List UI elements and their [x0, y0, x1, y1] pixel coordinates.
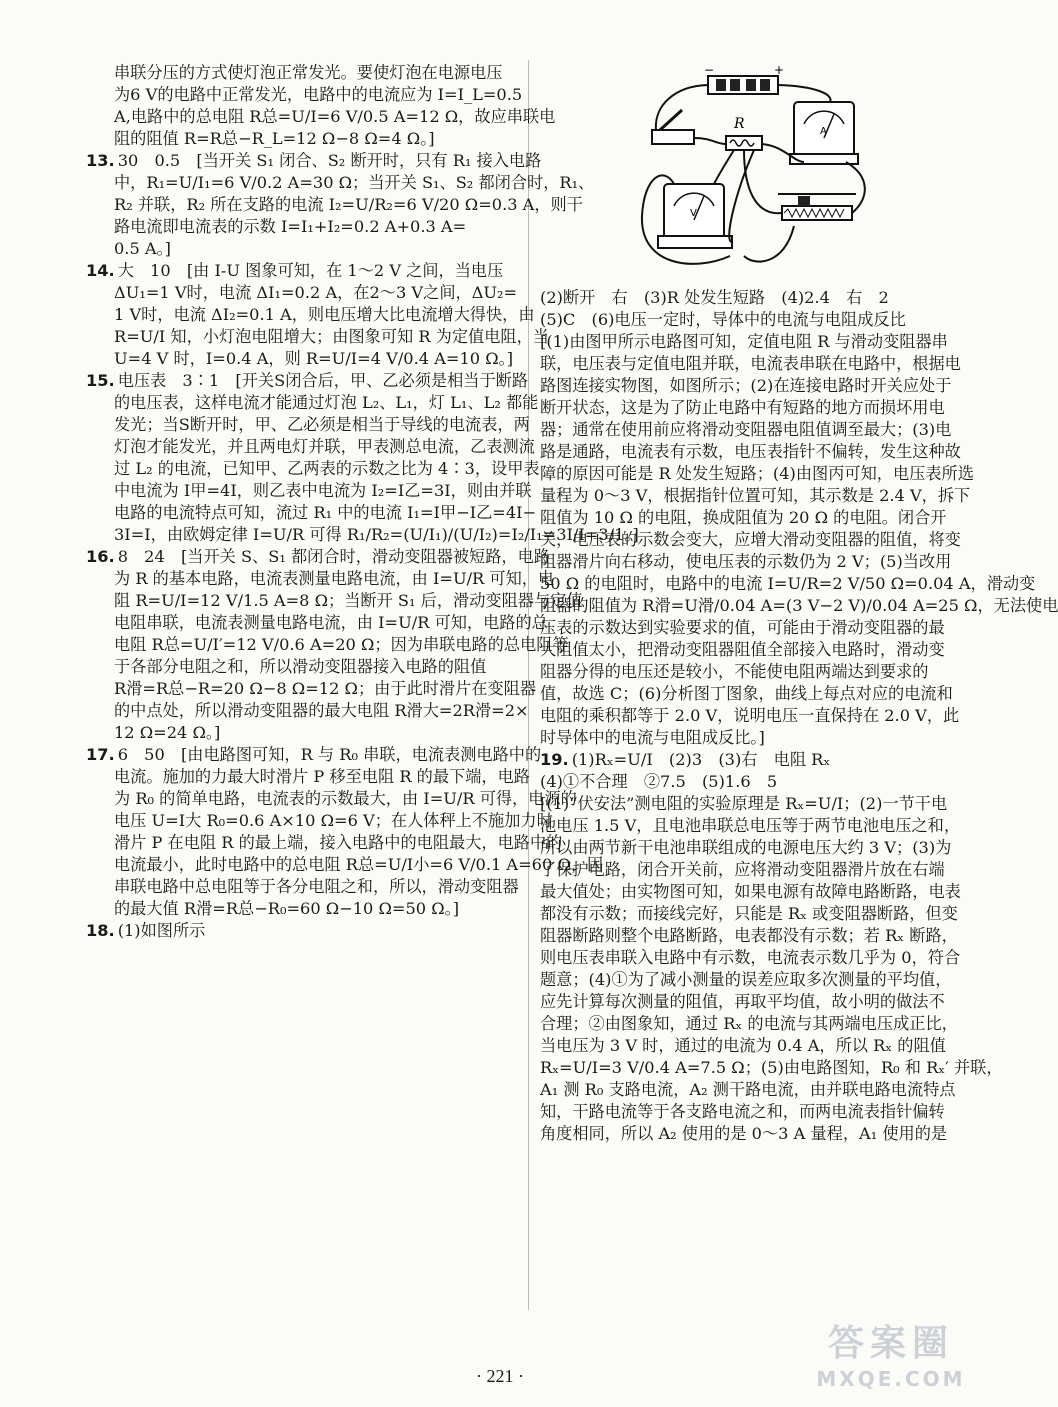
voltmeter: [658, 184, 732, 248]
line-text: 断开状态，这是为了防止电路中有短路的地方而损坏用电: [540, 398, 945, 417]
text-line: [540, 529, 960, 551]
text-line: [86, 678, 537, 700]
line-text: 为6 V的电路中正常发光，电路中的电流应为 I=I_L=0.5: [114, 85, 523, 104]
text-line: [86, 106, 556, 128]
text-line: [86, 524, 639, 546]
text-line: [86, 436, 535, 458]
line-text: 电流最小，此时电路中的总电阻 R总=U/I小=6 V/0.1 A=60 Ω，因: [114, 855, 604, 874]
question-number: 13.: [86, 151, 115, 170]
text-line: [540, 639, 960, 661]
line-text: 应先计算每次测量的阻值，再取平均值，故小明的做法不: [540, 992, 945, 1011]
battery-plus-label: +: [774, 63, 785, 77]
line-text: 串联分压的方式使灯泡正常发光。要使灯泡在电源电压: [114, 63, 503, 82]
line-text: 3I=I，由欧姆定律 I=U/R 可得 R₁/R₂=(U/I₁)/(U/I₂)=I₂/I₁=3I/I=3/1。]: [114, 525, 639, 544]
line-text: 量程为 0～3 V，根据指针位置可知，其示数是 2.4 V，拆下: [540, 486, 971, 505]
resistor: [726, 136, 762, 150]
text-line: [86, 854, 604, 876]
line-text: 电压 U=I大 R₀=0.6 A×10 Ω=6 V；在人体秤上不施加力时: [114, 811, 553, 830]
line-text: 阻器的阻值为 R滑=U滑/0.04 A=(3 V−2 V)/0.04 A=25 Ω，无法使电: [540, 596, 1058, 615]
line-text: 为 R 的基本电路，电流表测量电路电流，由 I=U/R 可知，电: [114, 569, 555, 588]
line-text: ΔU₁=1 V时，电流 ΔI₁=0.2 A，在2～3 V之间，ΔU₂=: [114, 283, 518, 302]
line-text: 12 Ω=24 Ω。]: [114, 723, 221, 742]
text-line: [540, 903, 960, 925]
question-number: 17.: [86, 745, 115, 764]
text-line: [540, 375, 960, 397]
text-line: [86, 370, 529, 392]
line-text: 的最大值 R滑=R总−R₀=60 Ω−10 Ω=50 Ω。]: [114, 899, 460, 918]
line-text: 中电流为 I甲=4I，则乙表中电流为 I₂=I乙=3I，则由并联: [114, 481, 532, 500]
question-number: 15.: [86, 371, 115, 390]
line-text: 发光；当S断开时，甲、乙必须是相当于导线的电流表，两: [114, 415, 530, 434]
text-line: [540, 1079, 960, 1101]
text-line: [540, 749, 960, 771]
text-line: [540, 661, 960, 683]
line-text: 最大值处；由实物图可知，如果电源有故障电路断路，电表: [540, 882, 961, 901]
ammeter: [790, 102, 858, 164]
line-text: 大 10 [由 I-U 图象可知，在 1～2 V 之间，当电压: [117, 261, 504, 280]
text-line: [540, 683, 960, 705]
text-line: [540, 353, 960, 375]
text-line: [540, 507, 960, 529]
line-text: 器；通常在使用前应将滑动变阻器电阻值调至最大；(3)电: [540, 420, 952, 439]
text-line: [540, 1013, 960, 1035]
circuit-figure: [634, 63, 882, 280]
line-text: 的电压表，这样电流才能通过灯泡 L₂、L₁，灯 L₁、L₂ 都能: [114, 393, 539, 412]
line-text: 阻 R=U/I=12 V/1.5 A=8 Ω；当断开 S₁ 后，滑动变阻器与定值: [114, 591, 583, 610]
question-number: 18.: [86, 921, 115, 940]
line-text: 中，R₁=U/I₁=6 V/0.2 A=30 Ω；当开关 S₁、S₂ 都闭合时，R₁、: [114, 173, 595, 192]
text-line: [86, 392, 539, 414]
line-text: 合理；②由图象知，通过 Rₓ 的电流与其两端电压成正比，: [540, 1014, 958, 1033]
text-line: [540, 991, 960, 1013]
text-line: [86, 304, 535, 326]
text-line: [540, 1035, 960, 1057]
line-text: [(1)由图甲所示电路图可知，定值电阻 R 与滑动变阻器串: [540, 332, 948, 351]
rheostat: [778, 194, 856, 220]
text-line: [86, 744, 542, 766]
line-text: 时导体中的电流与电阻成反比。]: [540, 728, 765, 747]
line-text: (5)C (6)电压一定时，导体中的电流与电阻成反比: [540, 310, 906, 329]
text-line: [540, 793, 960, 815]
page-number: · 221 ·: [476, 1366, 524, 1386]
text-line: [86, 766, 530, 788]
line-text: 当电压为 3 V 时，通过的电流为 0.4 A，所以 Rₓ 的阻值: [540, 1036, 946, 1055]
resistor-label: R: [734, 116, 745, 132]
text-line: [86, 414, 530, 436]
line-text: 阻值为 10 Ω 的电阻，换成阻值为 20 Ω 的电阻。闭合开: [540, 508, 947, 527]
line-text: 阻器断路则整个电路断路，电表都没有示数；若 Rₓ 断路，: [540, 926, 958, 945]
line-text: U=4 V 时，I=0.4 A，则 R=U/I=4 V/0.4 A=10 Ω。]: [114, 349, 514, 368]
line-text: 电阻的乘积都等于 2.0 V，说明电压一直保持在 2.0 V，此: [540, 706, 960, 725]
watermark-title: 答案圈: [827, 1323, 954, 1364]
text-line: [540, 837, 960, 859]
line-text: 池电压 1.5 V，且电池串联总电压等于两节电池电压之和，: [540, 816, 961, 835]
line-text: 关，电压表的示数会变大，应增大滑动变阻器的阻值，将变: [540, 530, 961, 549]
line-text: Rₓ=U/I=3 V/0.4 A=7.5 Ω；(5)由电路图知，R₀ 和 Rₓ′ 并联，: [540, 1058, 1003, 1077]
text-line: [86, 150, 542, 172]
line-text: 电压表 3∶1 [开关S闭合后，甲、乙必须是相当于断路: [117, 371, 529, 390]
text-line: [86, 920, 518, 942]
ammeter-label: A: [820, 126, 827, 137]
text-line: [540, 551, 960, 573]
line-text: 6 50 [由电路图可知，R 与 R₀ 串联，电流表测电路中的: [117, 745, 542, 764]
line-text: 阻器分得的电压还是较小，不能使电阻两端达到要求的: [540, 662, 929, 681]
text-line: [540, 1101, 960, 1123]
line-text: 30 0.5 [当开关 S₁ 闭合、S₂ 断开时，只有 R₁ 接入电路: [117, 151, 542, 170]
line-text: (2)断开 右 (3)R 处发生短路 (4)2.4 右 2: [540, 288, 889, 307]
text-line: [86, 810, 553, 832]
line-text: 串联电路中总电阻等于各分电阻之和，所以，滑动变阻器: [114, 877, 519, 896]
line-text: 都没有示数；而接线完好，只能是 Rₓ 或变阻器断路，但变: [540, 904, 958, 923]
line-text: 路图连接实物图，如图所示；(2)在连接电路时开关应处于: [540, 376, 952, 395]
line-text: R滑=R总−R=20 Ω−8 Ω=12 Ω；由于此时滑片在变阻器: [114, 679, 537, 698]
text-line: [86, 656, 518, 678]
text-line: [86, 546, 550, 568]
line-text: 阻的阻值 R=R总−R_L=12 Ω−8 Ω=4 Ω。]: [114, 129, 435, 148]
text-line: [540, 309, 960, 331]
line-text: 压表的示数达到实验要求的值，可能由于滑动变阻器的最: [540, 618, 945, 637]
line-text: 于各部分电阻之和，所以滑动变阻器接入电路的阻值: [114, 657, 487, 676]
line-text: 50 Ω 的电阻时，电路中的电流 I=U/R=2 V/50 Ω=0.04 A，滑动变: [540, 574, 1036, 593]
text-line: [540, 287, 960, 309]
question-number: 19.: [540, 750, 569, 769]
text-line: [540, 419, 960, 441]
text-line: [540, 1123, 960, 1145]
line-text: 了保护电路，闭合开关前，应将滑动变阻器滑片放在右端: [540, 860, 945, 879]
text-line: [86, 62, 518, 84]
text-line: [86, 502, 537, 524]
line-text: 路是通路，电流表有示数，电压表指针不偏转，发生这种故: [540, 442, 961, 461]
text-line: [540, 485, 971, 507]
text-line: [86, 282, 518, 304]
text-line: [86, 216, 518, 238]
line-text: 滑片 P 在电阻 R 的最上端，接入电路中的电阻最大，电路中的: [114, 833, 563, 852]
line-text: 路电流即电流表的示数 I=I₁+I₂=0.2 A+0.3 A=: [114, 217, 467, 236]
text-line: [540, 1057, 1003, 1079]
text-line: [86, 568, 555, 590]
line-text: (4)①不合理 ②7.5 (5)1.6 5: [540, 772, 778, 791]
line-text: 所以由两节新干电池串联组成的电源电压大约 3 V；(3)为: [540, 838, 952, 857]
line-text: 为 R₀ 的简单电路，电流表的示数最大，由 I=U/R 可得，电源的: [114, 789, 577, 808]
text-line: [540, 727, 960, 749]
question-number: 14.: [86, 261, 115, 280]
line-text: 过 L₂ 的电流，已知甲、乙两表的示数之比为 4∶3，设甲表: [114, 459, 540, 478]
text-line: [540, 441, 960, 463]
line-text: R₂ 并联，R₂ 所在支路的电流 I₂=U/R₂=6 V/20 Ω=0.3 A，则干: [114, 195, 583, 214]
text-line: [86, 458, 540, 480]
line-text: 电流。施加的力最大时滑片 P 移至电阻 R 的最下端，电路: [114, 767, 530, 786]
text-line: [86, 700, 529, 722]
line-text: R=U/I 知，小灯泡电阻增大；由图象可知 R 为定值电阻，当: [114, 327, 549, 346]
text-line: [86, 612, 548, 634]
text-line: [86, 128, 518, 150]
line-text: 障的原因可能是 R 处发生短路；(4)由图丙可知，电压表所选: [540, 464, 974, 483]
text-line: [86, 876, 518, 898]
line-text: 阻器滑片向右移动，使电压表的示数仍为 2 V；(5)当改用: [540, 552, 952, 571]
text-line: [540, 815, 960, 837]
text-line: [540, 595, 1058, 617]
line-text: A₁ 测 R₀ 支路电流，A₂ 测干路电流，由并联电路电流特点: [540, 1080, 956, 1099]
text-line: [86, 84, 523, 106]
text-line: [540, 925, 960, 947]
line-text: 8 24 [当开关 S、S₁ 都闭合时，滑动变阻器被短路，电路: [117, 547, 550, 566]
text-line: [86, 590, 583, 612]
line-text: 的中点处，所以滑动变阻器的最大电阻 R滑大=2R滑=2×: [114, 701, 529, 720]
question-number: 16.: [86, 547, 115, 566]
text-line: [540, 705, 960, 727]
voltmeter-label: V: [690, 208, 697, 219]
watermark-url: MXQE.COM: [816, 1367, 966, 1391]
line-text: 值，故选 C；(6)分析图丁图象，曲线上每点对应的电流和: [540, 684, 953, 703]
text-line: [540, 859, 960, 881]
right-column: [540, 287, 1058, 1145]
text-line: [540, 881, 960, 903]
text-line: [540, 969, 960, 991]
line-text: 知，干路电流等于各支路电流之和，而两电流表指针偏转: [540, 1102, 945, 1121]
line-text: 题意；(4)①为了减小测量的误差应取多次测量的平均值，: [540, 970, 952, 989]
line-text: 大阻值太小，把滑动变阻器阻值全部接入电路时，滑动变: [540, 640, 945, 659]
text-line: [86, 480, 532, 502]
switch: [652, 130, 694, 144]
text-line: [86, 832, 563, 854]
text-line: [86, 260, 518, 282]
text-line: [86, 194, 583, 216]
text-line: [86, 788, 577, 810]
line-text: 电路的电流特点可知，流过 R₁ 中的电流 I₁=I甲−I乙=4I−: [114, 503, 537, 522]
text-line: [86, 326, 549, 348]
text-line: [540, 771, 960, 793]
text-line: [540, 331, 960, 353]
text-line: [540, 947, 960, 969]
text-line: [86, 172, 595, 194]
text-line: [86, 348, 518, 370]
line-text: A,电路中的总电阻 R总=U/I=6 V/0.5 A=12 Ω，故应串联电: [114, 107, 556, 126]
text-line: [540, 573, 1036, 595]
text-line: [86, 634, 569, 656]
text-line: [86, 898, 518, 920]
text-line: [540, 397, 960, 419]
text-line: [540, 463, 974, 485]
line-text: 联，电压表与定值电阻并联，电流表串联在电路中，根据电: [540, 354, 961, 373]
line-text: 1 V时，电流 ΔI₂=0.1 A，则电压增大比电流增大得快，由: [114, 305, 535, 324]
line-text: 电阻串联，电流表测量电路电流，由 I=U/R 可知，电路的总: [114, 613, 548, 632]
watermark-logo: [796, 1321, 986, 1397]
text-line: [86, 722, 518, 744]
line-text: (1)如图所示: [117, 921, 206, 940]
line-text: 灯泡才能发光，并且两电灯并联，甲表测总电流，乙表测流: [114, 437, 535, 456]
line-text: (1)Rₓ=U/I (2)3 (3)右 电阻 Rₓ: [571, 750, 831, 769]
line-text: [(1)“伏安法”测电阻的实验原理是 Rₓ=U/I；(2)一节干电: [540, 794, 948, 813]
line-text: 则电压表串联入电路中有示数，电流表示数几乎为 0，符合: [540, 948, 961, 967]
text-line: [86, 238, 518, 260]
line-text: 角度相同，所以 A₂ 使用的是 0～3 A 量程，A₁ 使用的是: [540, 1124, 948, 1143]
line-text: 电阻 R总=U/I′=12 V/0.6 A=20 Ω；因为串联电路的总电阻等: [114, 635, 569, 654]
line-text: 0.5 A。]: [114, 239, 171, 258]
battery-minus-label: −: [704, 63, 715, 77]
text-line: [540, 617, 960, 639]
